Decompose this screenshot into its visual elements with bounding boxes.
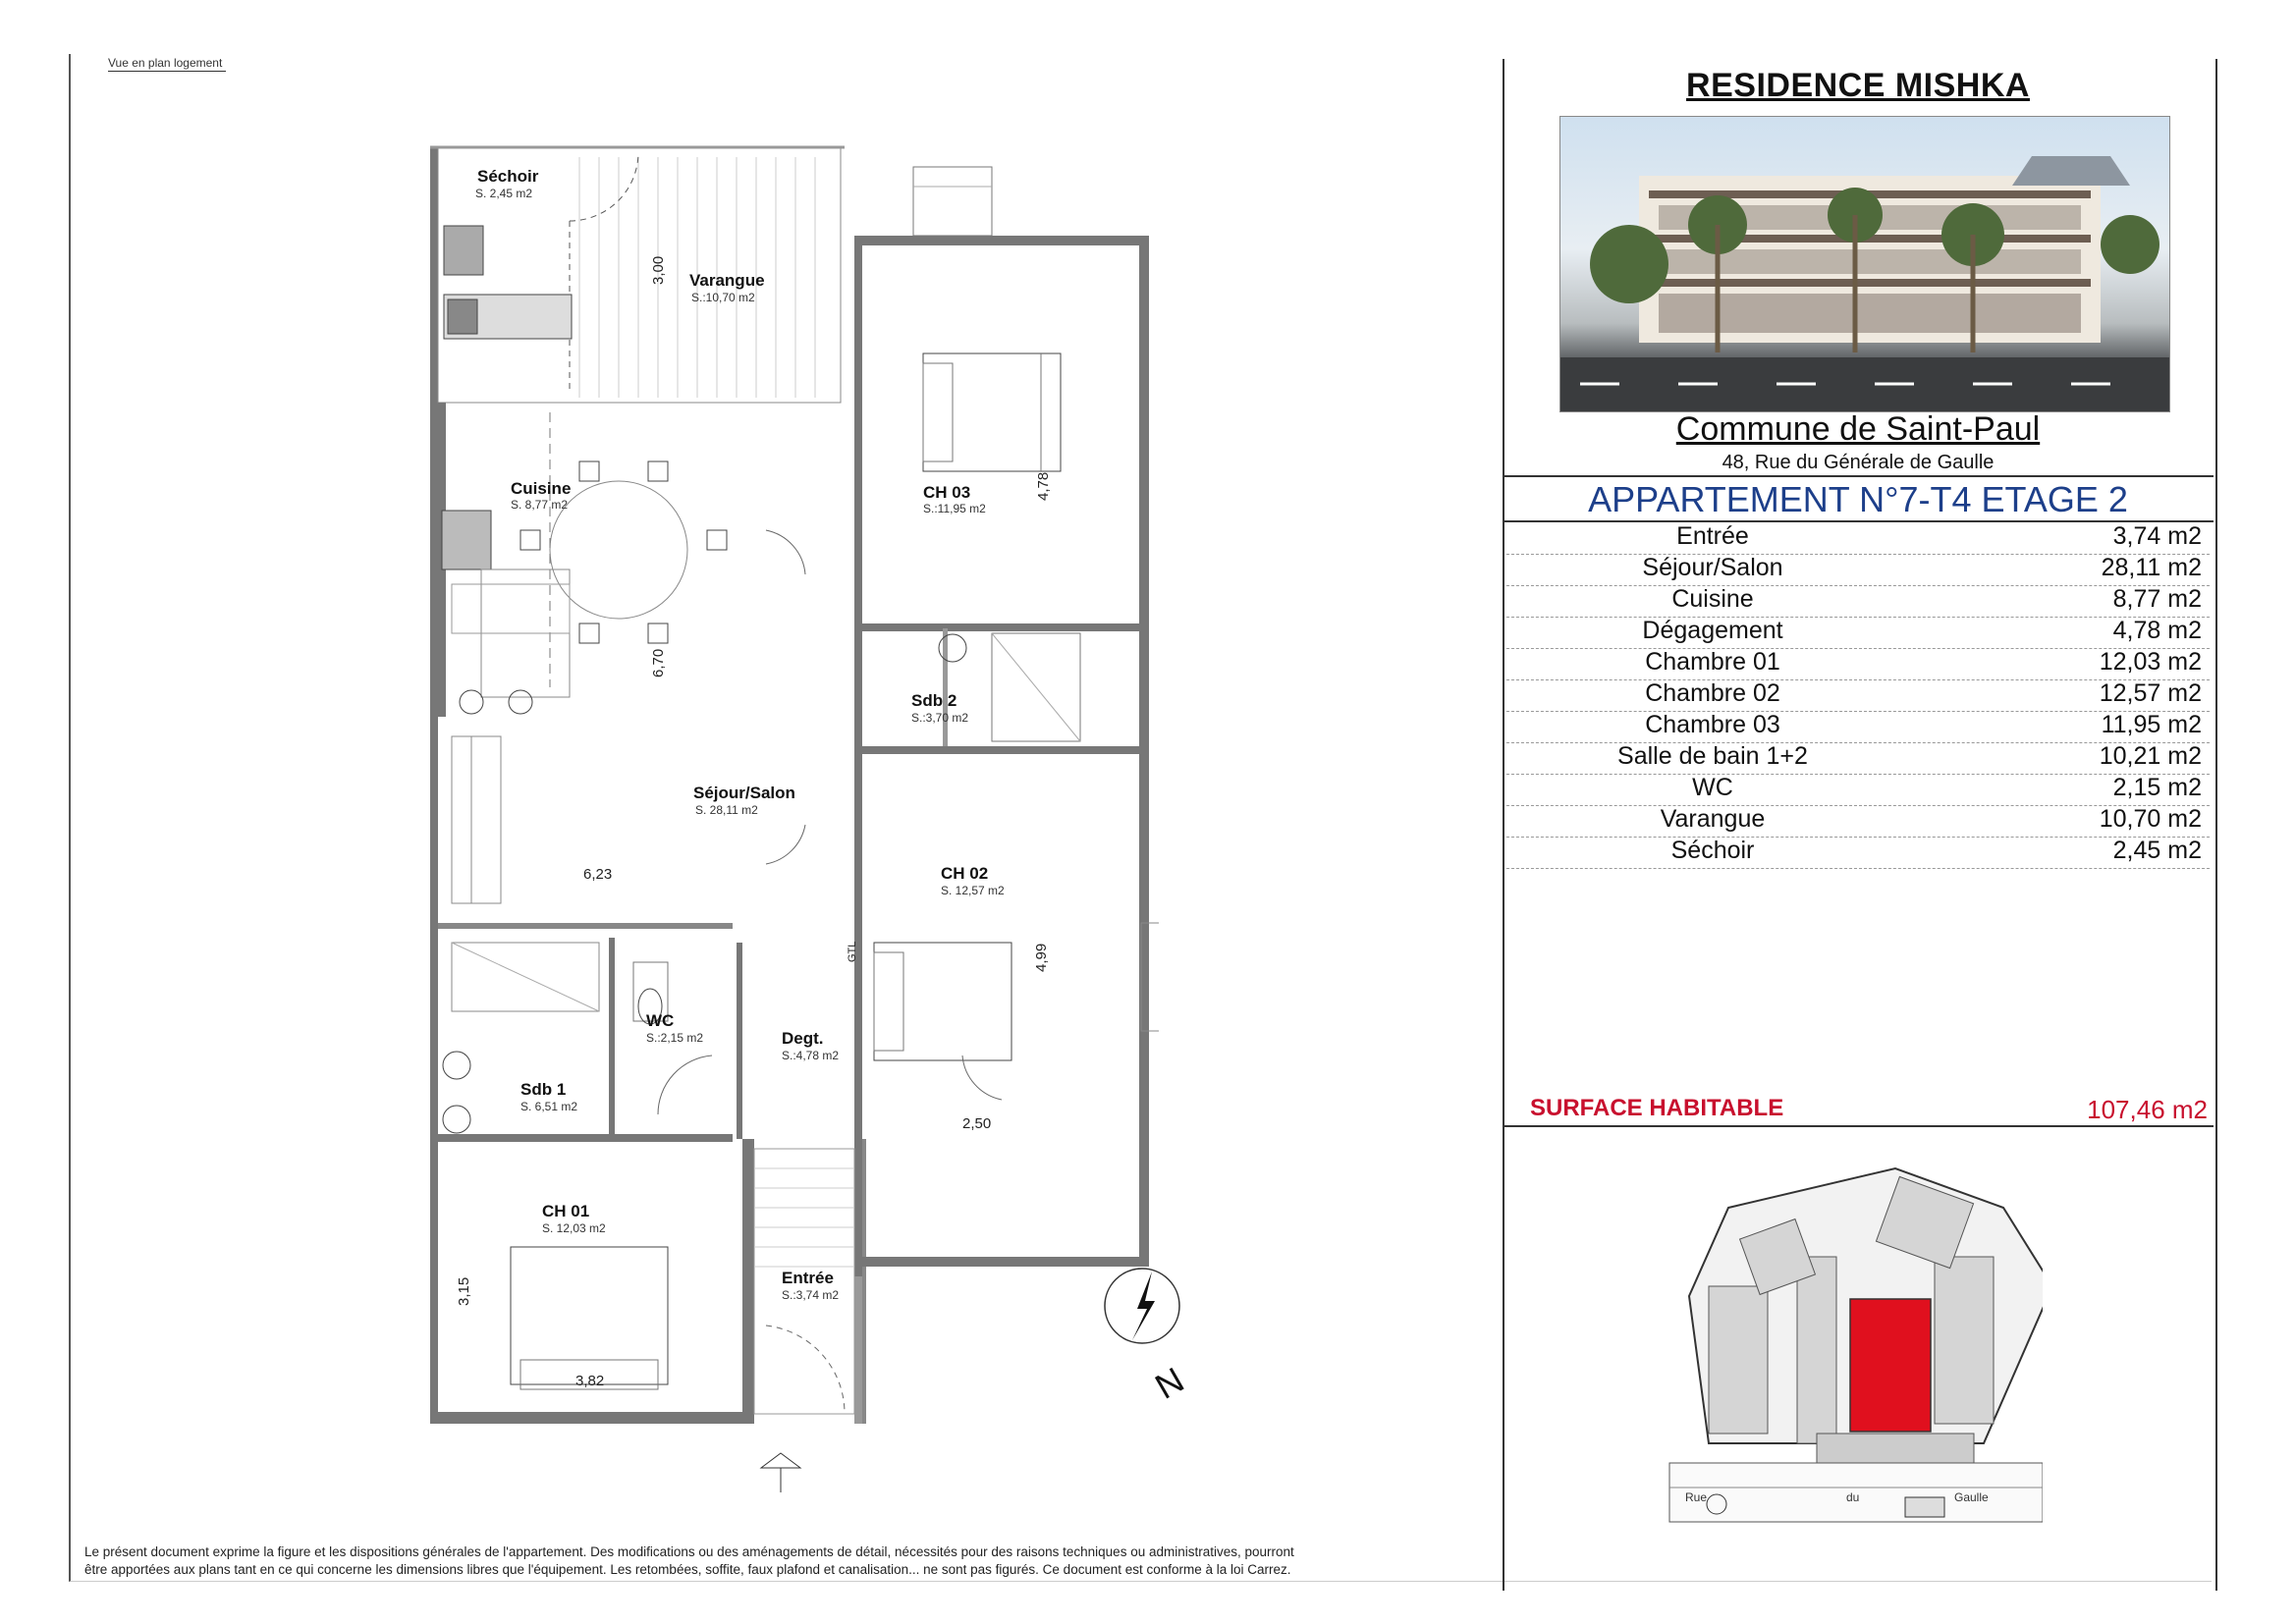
room-surface: S.:3,70 m2 [911, 711, 969, 725]
apartment-title: APPARTEMENT N°7-T4 ETAGE 2 [1588, 479, 2128, 519]
room-name: Entrée [782, 1269, 834, 1287]
room-surface: S.:11,95 m2 [923, 502, 986, 515]
dimension-label: 3,15 [456, 1276, 472, 1306]
room-name: Varangue [689, 271, 765, 290]
surface-row-value: 8,77 m2 [2112, 585, 2202, 613]
room-surface: S.:2,15 m2 [646, 1031, 704, 1045]
surface-row-value: 12,57 m2 [2099, 679, 2202, 707]
street-label: Rue [1685, 1490, 1708, 1504]
divider [1503, 475, 2214, 477]
dimension-label: 4,78 [1035, 471, 1052, 501]
surface-row-label: Séjour/Salon [1642, 554, 1783, 581]
surface-row [1506, 617, 2210, 649]
room-surface: S. 28,11 m2 [695, 803, 758, 817]
address: 48, Rue du Générale de Gaulle [1722, 452, 1995, 473]
disclaimer [84, 1543, 1499, 1579]
surface-habitable-label: SURFACE HABITABLE [1530, 1095, 1784, 1121]
surface-row-label: Chambre 03 [1645, 711, 1780, 738]
dimension-label: 6,70 [650, 648, 667, 677]
room-name: Sdb 1 [520, 1080, 567, 1099]
room-surface: S. 2,45 m2 [475, 187, 533, 200]
surface-row-value: 10,70 m2 [2099, 805, 2202, 833]
gtl-label: GTL [847, 941, 858, 962]
divider [1503, 1125, 2214, 1127]
surface-row-label: Dégagement [1642, 617, 1783, 644]
surface-row [1506, 522, 2210, 555]
surface-row [1506, 711, 2210, 743]
surface-row-label: Varangue [1660, 805, 1766, 833]
surface-row [1506, 554, 2210, 586]
north-label: N [1148, 1359, 1191, 1407]
room-name: CH 03 [923, 483, 971, 502]
room-surface: S. 8,77 m2 [511, 498, 569, 512]
surface-row-label: Chambre 01 [1645, 648, 1780, 676]
room-name: Degt. [782, 1029, 824, 1048]
room-surface: S. 12,57 m2 [941, 884, 1005, 897]
surface-row [1506, 679, 2210, 712]
compass-icon [1098, 1262, 1186, 1350]
commune-name: Commune de Saint-Paul [1675, 410, 2041, 448]
room-surface: S. 6,51 m2 [520, 1100, 578, 1113]
street-label: du [1846, 1490, 1860, 1504]
surface-row-value: 11,95 m2 [2101, 711, 2202, 738]
surface-row-value: 2,45 m2 [2112, 837, 2202, 864]
room-name: CH 02 [941, 864, 989, 883]
surface-row [1506, 774, 2210, 806]
surface-row-label: Chambre 02 [1645, 679, 1780, 707]
site-plan [1650, 1149, 2043, 1532]
room-surface: S. 12,03 m2 [542, 1221, 606, 1235]
dimension-label: 4,99 [1033, 943, 1050, 972]
surface-row [1506, 648, 2210, 680]
surface-row-label: Salle de bain 1+2 [1617, 742, 1808, 770]
surface-row-value: 2,15 m2 [2112, 774, 2202, 801]
disclaimer-line: être apportées aux plans tant en ce qui concerne les dimensions libres que l'équipement. Les retombées, soffite, faux plafond et canalisation... ne sont pas figurés. Ce document est conforme à la loi Carrez. [84, 1562, 1291, 1577]
surface-row-value: 3,74 m2 [2112, 522, 2202, 550]
header-note: Vue en plan logement [108, 56, 226, 72]
room-surface: S.:4,78 m2 [782, 1049, 840, 1062]
room-name: Cuisine [511, 479, 572, 498]
surface-row [1506, 837, 2210, 869]
room-name: Séjour/Salon [693, 784, 795, 802]
surface-row-label: Séchoir [1670, 837, 1755, 864]
surface-row-label: Entrée [1676, 522, 1749, 550]
surface-row-value: 10,21 m2 [2099, 742, 2202, 770]
surface-row-value: 28,11 m2 [2101, 554, 2202, 581]
surface-row [1506, 742, 2210, 775]
surface-row [1506, 805, 2210, 838]
surface-habitable-value: 107,46 m2 [2087, 1095, 2208, 1124]
surface-row-value: 12,03 m2 [2099, 648, 2202, 676]
dimension-label: 6,23 [583, 866, 613, 883]
room-name: WC [646, 1011, 675, 1030]
disclaimer-line: Le présent document exprime la figure et les dispositions générales de l'appartement. Des modifications ou des aménagements de détail, nécessités pour des raisons techniques ou administratives, pourront [84, 1544, 1294, 1559]
dimension-label: 2,50 [962, 1115, 992, 1132]
surface-row-label: Cuisine [1671, 585, 1754, 613]
room-surface: S.:10,70 m2 [691, 291, 755, 304]
room-surface: S.:3,74 m2 [782, 1288, 840, 1302]
project-title: RESIDENCE MISHKA [1686, 67, 2030, 104]
room-name: CH 01 [542, 1202, 590, 1220]
dimension-label: 3,82 [575, 1373, 605, 1389]
surface-row-value: 4,78 m2 [2112, 617, 2202, 644]
room-name: Sdb 2 [911, 691, 957, 710]
room-name: Séchoir [477, 167, 539, 186]
dimension-label: 3,00 [650, 255, 667, 285]
street-label: Gaulle [1954, 1490, 1989, 1504]
building-photo [1559, 116, 2170, 412]
surface-row-label: WC [1692, 774, 1733, 801]
surface-row [1506, 585, 2210, 618]
